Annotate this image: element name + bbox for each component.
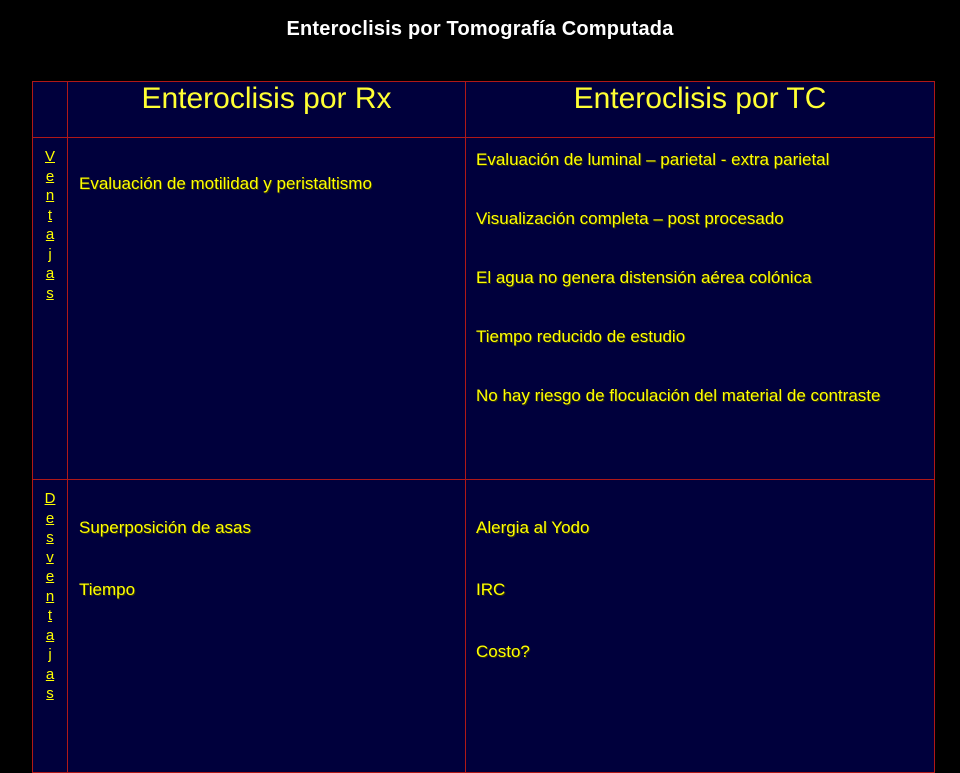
table-row-desventajas — [33, 480, 935, 773]
cell-item: El agua no genera distensión aérea colónica — [476, 268, 812, 287]
row-label-letter: s — [46, 529, 54, 546]
row-label-desventajas — [33, 480, 68, 773]
row-label-letter: D — [44, 490, 56, 507]
row-label-letter: e — [45, 509, 55, 527]
row-label-letter: a — [45, 665, 55, 683]
cell-item: Tiempo reducido de estudio — [476, 327, 686, 346]
header-rx: Enteroclisis por Rx — [68, 82, 466, 138]
cell-rx-desventajas — [68, 480, 466, 773]
table-row-ventajas — [33, 138, 935, 480]
comparison-table — [32, 81, 935, 773]
cell-item: Superposición de asas — [79, 518, 252, 537]
cell-item: IRC — [476, 580, 506, 599]
row-label-letter: V — [44, 148, 55, 165]
cell-tc-desventajas — [466, 480, 935, 773]
row-label-letter: n — [45, 587, 55, 605]
row-label-letter: a — [45, 626, 55, 644]
cell-item: Visualización completa – post procesado — [476, 209, 784, 228]
header-tc: Enteroclisis por TC — [466, 82, 935, 138]
cell-item: Tiempo — [79, 580, 136, 599]
row-label-letter: v — [46, 548, 54, 566]
row-label-letter: e — [45, 568, 55, 585]
row-label-letter: e — [45, 167, 55, 185]
header-empty-cell — [33, 82, 68, 138]
row-label-letter: s — [46, 284, 54, 302]
row-label-ventajas — [33, 138, 68, 480]
cell-item: Alergia al Yodo — [476, 518, 590, 537]
row-label-letter: t — [47, 206, 53, 224]
row-label-letter: j — [48, 245, 52, 263]
row-label-letter: t — [47, 607, 53, 624]
cell-item: Evaluación de luminal – parietal - extra parietal — [476, 150, 830, 169]
row-label-letter: j — [48, 646, 52, 663]
row-label-letter: a — [45, 226, 55, 243]
cell-item: No hay riesgo de floculación del material de contraste — [476, 386, 881, 405]
row-label-letter: s — [46, 685, 54, 702]
row-label-letter: a — [45, 265, 55, 282]
table-header-row — [33, 82, 935, 138]
cell-item: Evaluación de motilidad y peristaltismo — [79, 174, 372, 193]
row-label-letter: n — [45, 187, 55, 204]
cell-item: Costo? — [476, 642, 530, 661]
page-title: Enteroclisis por Tomografía Computada — [286, 18, 674, 40]
cell-rx-ventajas — [68, 138, 466, 480]
cell-tc-ventajas — [466, 138, 935, 480]
